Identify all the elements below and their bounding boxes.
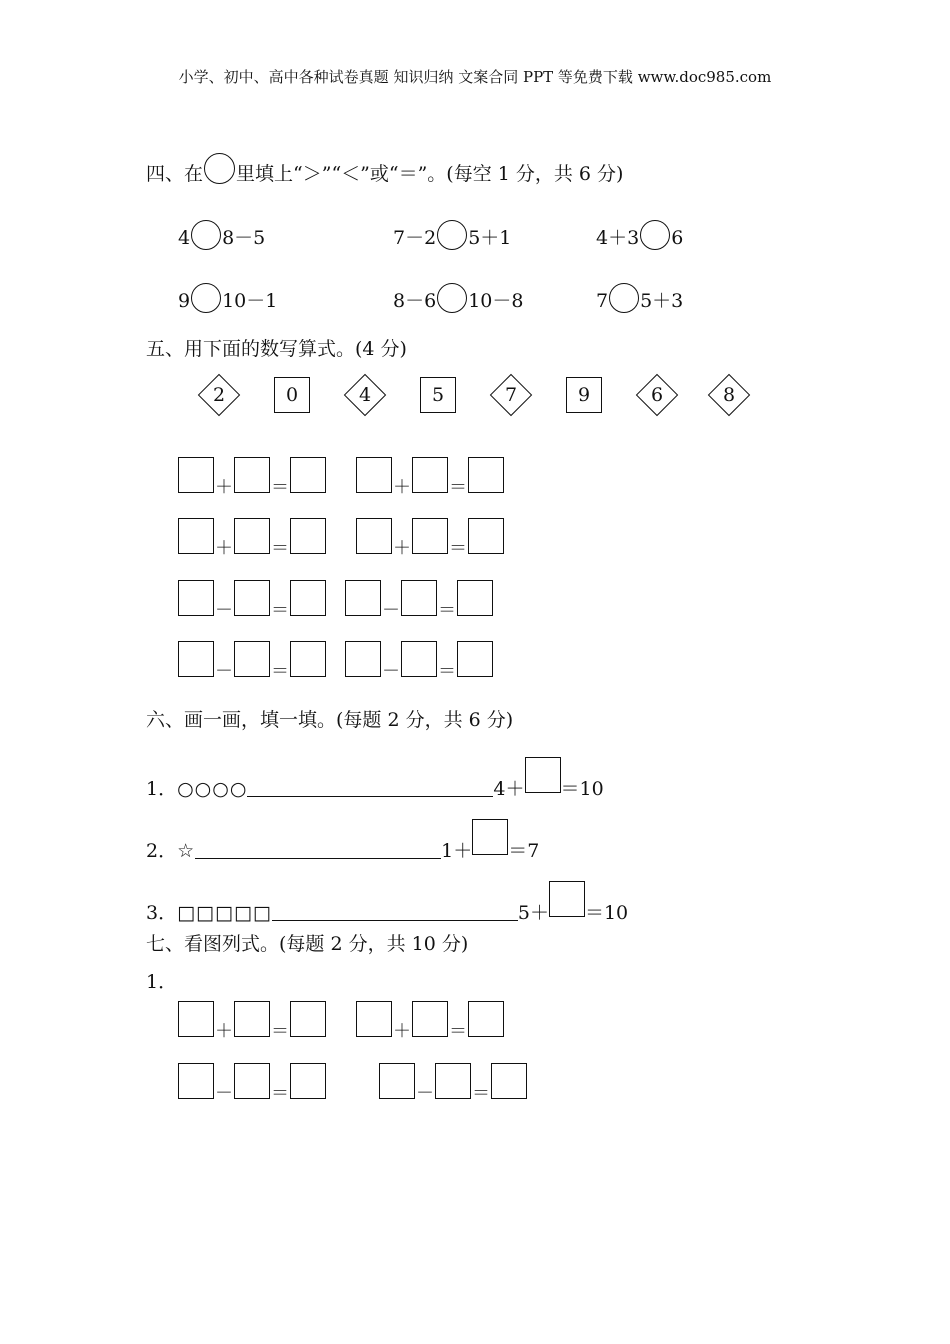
answer-box[interactable]	[345, 580, 381, 616]
answer-box[interactable]	[379, 1063, 415, 1099]
compare-right: 5＋1	[468, 227, 512, 249]
plus-sign: ＋	[215, 538, 233, 559]
answer-box[interactable]	[549, 881, 585, 917]
equation-right: ＝10	[584, 902, 629, 924]
draw-line[interactable]	[272, 902, 518, 921]
tile-number: 8	[722, 384, 736, 406]
answer-box[interactable]	[491, 1063, 527, 1099]
answer-box[interactable]	[401, 641, 437, 677]
number-tile-diamond	[347, 377, 383, 413]
equation-row	[178, 641, 326, 683]
answer-box[interactable]	[356, 1001, 392, 1037]
compare-item	[178, 220, 265, 250]
equation-row	[178, 580, 326, 622]
section-5-title: 五、用下面的数写算式。(4 分)	[146, 338, 407, 360]
answer-box[interactable]	[468, 1001, 504, 1037]
equals-sign: ＝	[472, 1083, 490, 1104]
item-number: 1．	[146, 778, 178, 800]
answer-box[interactable]	[290, 580, 326, 616]
answer-box[interactable]	[234, 1001, 270, 1037]
answer-box[interactable]	[356, 457, 392, 493]
item-number: 3．	[146, 902, 178, 924]
equation-right: ＝10	[560, 778, 604, 800]
answer-box[interactable]	[290, 457, 326, 493]
answer-box[interactable]	[234, 518, 270, 554]
compare-item	[393, 220, 511, 250]
equals-sign: ＝	[438, 600, 456, 621]
equation-row	[379, 1063, 527, 1105]
number-tile-diamond	[639, 377, 675, 413]
compare-right: 10－1	[222, 290, 278, 312]
circle-blank-icon	[204, 153, 235, 184]
compare-circle[interactable]	[191, 283, 221, 313]
answer-box[interactable]	[290, 641, 326, 677]
equation-row	[178, 518, 326, 560]
equation-row	[345, 580, 493, 622]
equation-row	[345, 641, 493, 683]
answer-box[interactable]	[178, 518, 214, 554]
equation-row	[356, 518, 504, 560]
minus-sign: －	[215, 661, 233, 682]
answer-box[interactable]	[290, 1063, 326, 1099]
section-4-title-pre: 四、在	[146, 163, 204, 185]
equation-row	[178, 1063, 326, 1105]
draw-item	[146, 819, 539, 863]
answer-box[interactable]	[234, 580, 270, 616]
equals-sign: ＝	[438, 661, 456, 682]
equals-sign: ＝	[271, 1083, 289, 1104]
answer-box[interactable]	[468, 457, 504, 493]
answer-box[interactable]	[457, 641, 493, 677]
answer-box[interactable]	[178, 580, 214, 616]
compare-right: 10－8	[468, 290, 524, 312]
section-6-title: 六、画一画，填一填。(每题 2 分，共 6 分)	[146, 709, 514, 731]
answer-box[interactable]	[457, 580, 493, 616]
tile-number: 5	[431, 384, 445, 406]
answer-box[interactable]	[178, 1001, 214, 1037]
minus-sign: －	[382, 661, 400, 682]
draw-line[interactable]	[247, 778, 493, 797]
number-tile-diamond	[201, 377, 237, 413]
compare-circle[interactable]	[191, 220, 221, 250]
answer-box[interactable]	[345, 641, 381, 677]
compare-right: 8－5	[222, 227, 266, 249]
answer-box[interactable]	[435, 1063, 471, 1099]
equation-left: 5＋	[517, 902, 549, 924]
answer-box[interactable]	[412, 1001, 448, 1037]
draw-item	[146, 757, 604, 801]
number-tile-diamond	[711, 377, 747, 413]
answer-box[interactable]	[356, 518, 392, 554]
section-4-title-post: 里填上“＞”“＜”或“＝”。(每空 1 分，共 6 分)	[236, 163, 624, 185]
number-tile-diamond	[493, 377, 529, 413]
equals-sign: ＝	[271, 1021, 289, 1042]
number-tile-square	[274, 377, 310, 413]
equation-row	[178, 457, 326, 499]
section-7-title: 七、看图列式。(每题 2 分，共 10 分)	[146, 933, 469, 955]
compare-item	[596, 220, 683, 250]
answer-box[interactable]	[178, 641, 214, 677]
draw-item	[146, 881, 628, 925]
plus-sign: ＋	[393, 538, 411, 559]
equation-row	[356, 1001, 504, 1043]
compare-circle[interactable]	[609, 283, 639, 313]
squares-shapes: □□□□□	[177, 902, 272, 924]
compare-left: 4＋3	[596, 227, 640, 249]
tile-number: 4	[358, 384, 372, 406]
minus-sign: －	[215, 600, 233, 621]
compare-item	[596, 283, 683, 313]
item-number: 2．	[146, 840, 178, 862]
plus-sign: ＋	[215, 477, 233, 498]
item-number: 1．	[146, 971, 178, 993]
compare-right: 5＋3	[640, 290, 684, 312]
answer-box[interactable]	[178, 1063, 214, 1099]
compare-item	[393, 283, 523, 313]
equals-sign: ＝	[271, 538, 289, 559]
minus-sign: －	[382, 600, 400, 621]
section-4-title	[146, 153, 623, 186]
answer-box[interactable]	[178, 457, 214, 493]
answer-box[interactable]	[234, 457, 270, 493]
number-tile-square	[420, 377, 456, 413]
circles-shapes: ○○○○	[177, 778, 248, 800]
compare-left: 4	[178, 227, 191, 249]
answer-box[interactable]	[290, 518, 326, 554]
tile-number: 0	[285, 384, 299, 406]
answer-box[interactable]	[468, 518, 504, 554]
answer-box[interactable]	[234, 641, 270, 677]
equals-sign: ＝	[271, 477, 289, 498]
compare-item	[178, 283, 277, 313]
equals-sign: ＝	[449, 477, 467, 498]
equation-row	[178, 1001, 326, 1043]
number-tile-square	[566, 377, 602, 413]
equation-row	[356, 457, 504, 499]
compare-left: 7	[596, 290, 609, 312]
tile-number: 6	[650, 384, 664, 406]
draw-line[interactable]	[195, 840, 441, 859]
answer-box[interactable]	[412, 518, 448, 554]
compare-circle[interactable]	[437, 220, 467, 250]
minus-sign: －	[215, 1083, 233, 1104]
answer-box[interactable]	[401, 580, 437, 616]
star-shape: ☆	[177, 840, 196, 862]
equals-sign: ＝	[449, 1021, 467, 1042]
compare-circle[interactable]	[640, 220, 670, 250]
tile-number: 2	[212, 384, 226, 406]
plus-sign: ＋	[393, 477, 411, 498]
answer-box[interactable]	[290, 1001, 326, 1037]
tile-number: 9	[577, 384, 591, 406]
equals-sign: ＝	[271, 600, 289, 621]
compare-left: 9	[178, 290, 191, 312]
compare-right: 6	[671, 227, 684, 249]
answer-box[interactable]	[472, 819, 508, 855]
page-header: 小学、初中、高中各种试卷真题 知识归纳 文案合同 PPT 等免费下载 www.doc985.com	[178, 68, 772, 86]
compare-left: 8－6	[393, 290, 437, 312]
equation-left: 1＋	[441, 840, 473, 862]
plus-sign: ＋	[215, 1021, 233, 1042]
compare-circle[interactable]	[437, 283, 467, 313]
answer-box[interactable]	[525, 757, 561, 793]
answer-box[interactable]	[412, 457, 448, 493]
equals-sign: ＝	[271, 661, 289, 682]
tile-number: 7	[504, 384, 518, 406]
equation-right: ＝7	[508, 840, 540, 862]
equation-left: 4＋	[493, 778, 525, 800]
answer-box[interactable]	[234, 1063, 270, 1099]
minus-sign: －	[416, 1083, 434, 1104]
equals-sign: ＝	[449, 538, 467, 559]
compare-left: 7－2	[393, 227, 437, 249]
plus-sign: ＋	[393, 1021, 411, 1042]
